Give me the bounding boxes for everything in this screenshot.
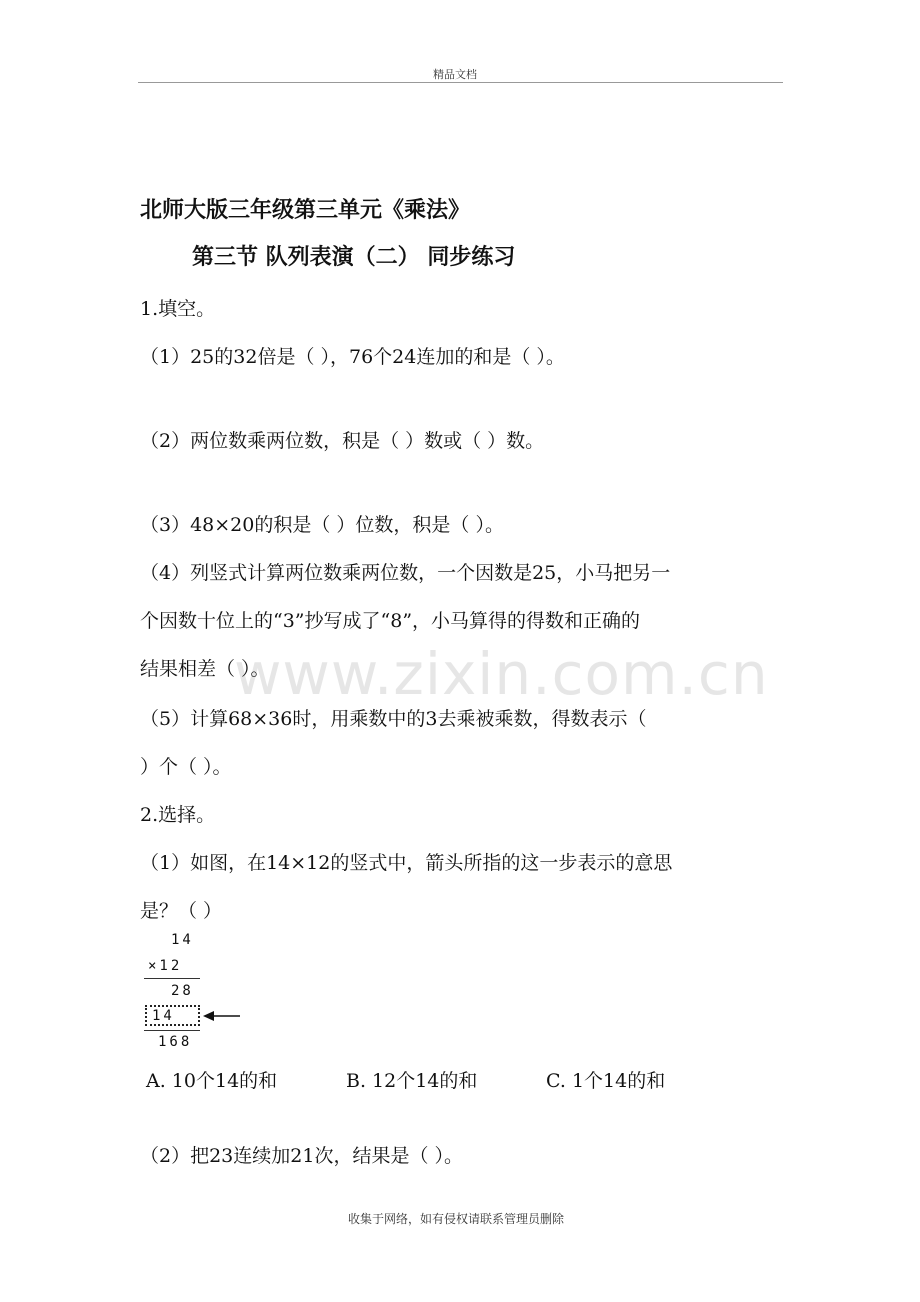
vertical-row-multiplicand: 14 — [171, 932, 194, 948]
vertical-line — [144, 978, 200, 979]
vertical-row-partial-1: 28 — [171, 983, 194, 999]
document-title: 北师大版三年级第三单元《乘法》 — [140, 198, 471, 223]
question-line: （1）25的32倍是（ ），76个24连加的和是（ ）。 — [140, 346, 565, 368]
header-divider — [138, 82, 783, 83]
question-line: 结果相差（ ）。 — [140, 658, 270, 680]
document-subtitle: 第三节 队列表演（二） 同步练习 — [192, 245, 516, 270]
question-line: 是？（ ） — [140, 900, 223, 922]
vertical-row-partial-2: 14 — [152, 1008, 175, 1024]
question-line: 个因数十位上的“3”抄写成了“8”，小马算得的得数和正确的 — [140, 610, 641, 632]
watermark: www.zixin.com.cn — [234, 640, 769, 708]
section1-heading: 1.填空。 — [140, 298, 216, 320]
section2-heading: 2.选择。 — [140, 804, 216, 826]
vertical-line — [144, 1030, 200, 1031]
question-line: （3）48×20的积是（ ）位数，积是（ ）。 — [140, 514, 504, 536]
vertical-row-product: 168 — [158, 1034, 193, 1050]
question-line: （4）列竖式计算两位数乘两位数，一个因数是25，小马把另一 — [140, 562, 671, 584]
arrow-left-icon — [203, 1009, 241, 1023]
option-b: B. 12个14的和 — [346, 1070, 478, 1092]
question-line: （2）把23连续加21次，结果是（ ）。 — [140, 1145, 463, 1167]
question-line: （2）两位数乘两位数，积是（ ）数或（ ）数。 — [140, 430, 545, 452]
page-footer: 收集于网络，如有侵权请联系管理员删除 — [348, 1212, 565, 1226]
question-line: （5）计算68×36时，用乘数中的3去乘被乘数，得数表示（ — [140, 708, 647, 730]
question-line: （1）如图，在14×12的竖式中，箭头所指的这一步表示的意思 — [140, 852, 673, 874]
page-header: 精品文档 — [433, 68, 477, 81]
option-c: C. 1个14的和 — [546, 1070, 666, 1092]
vertical-row-multiplier: ×12 — [148, 958, 183, 974]
question-line: ）个（ ）。 — [140, 756, 232, 778]
option-a: A. 10个14的和 — [146, 1070, 278, 1092]
